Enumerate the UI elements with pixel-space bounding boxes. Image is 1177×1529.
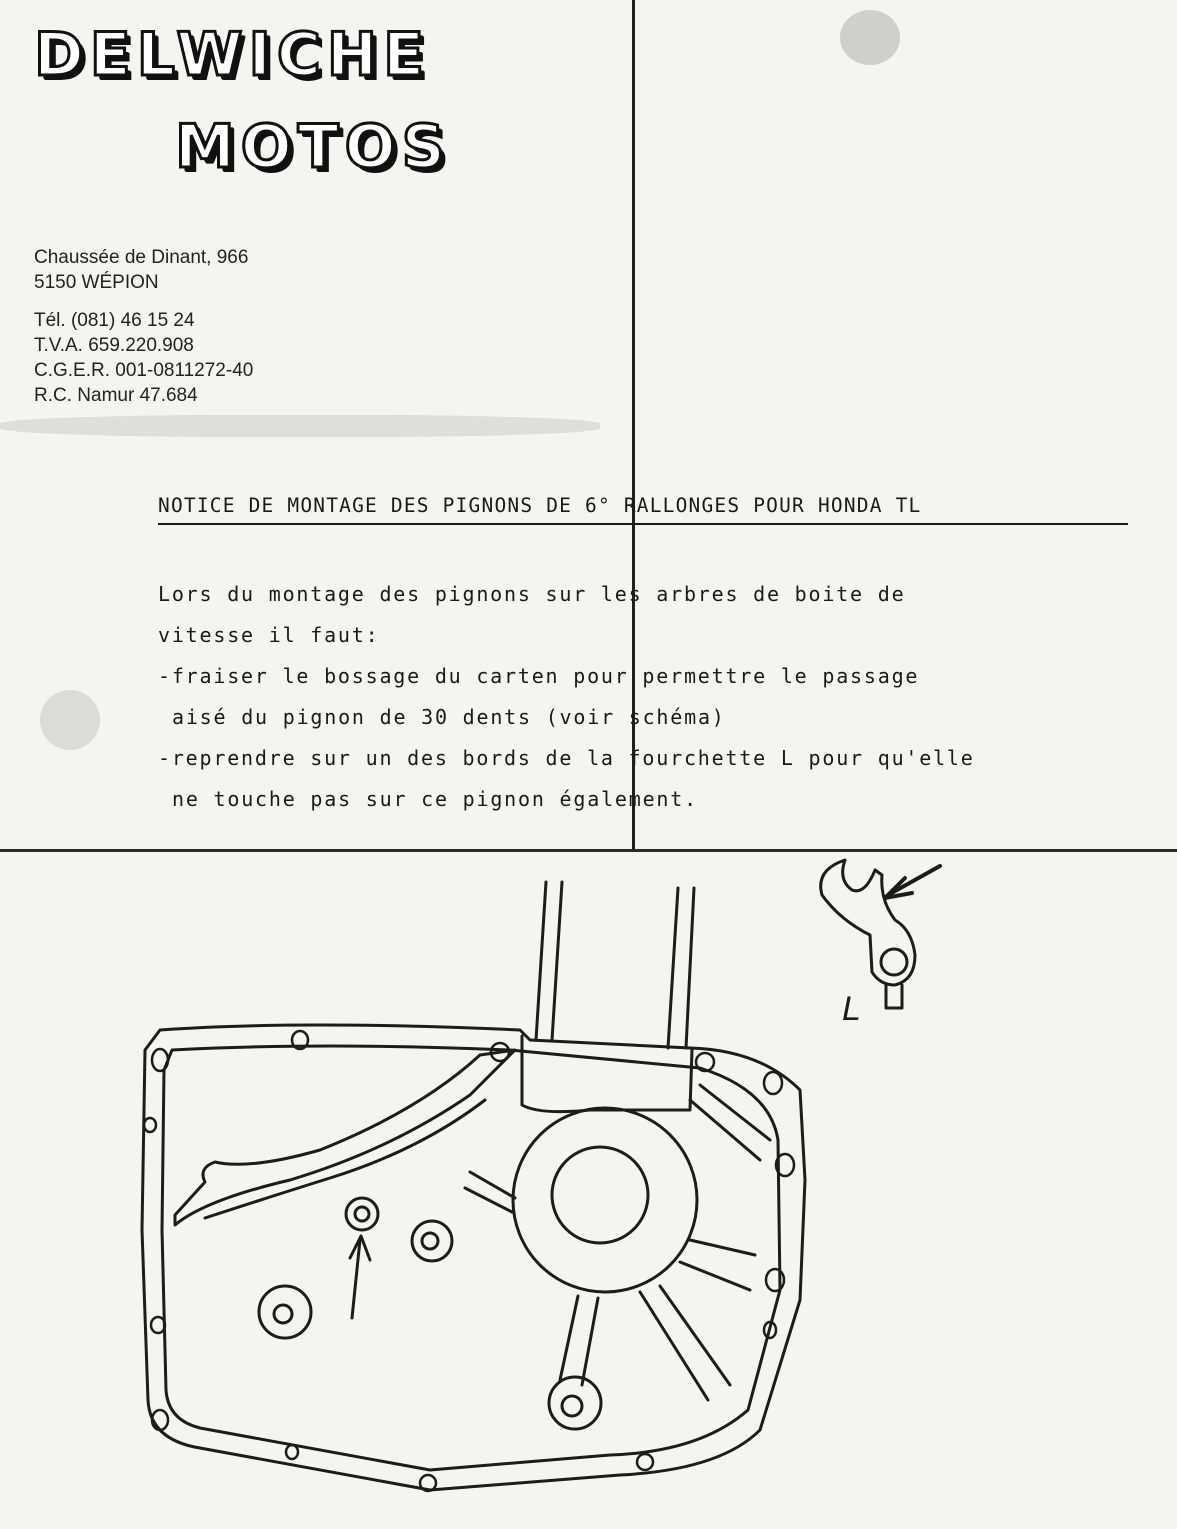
main-bearing-outer bbox=[513, 1108, 697, 1292]
bank-account: C.G.E.R. 001-0811272-40 bbox=[34, 360, 254, 381]
toner-smudge bbox=[0, 415, 600, 437]
fork-pointer-arrow-icon bbox=[885, 866, 940, 898]
notice-line: Lors du montage des pignons sur les arbres de boite de bbox=[158, 582, 906, 606]
notice-body bbox=[158, 574, 975, 820]
trade-registry: R.C. Namur 47.684 bbox=[34, 385, 198, 406]
company-logo-line-1: DELWICHE bbox=[34, 20, 431, 90]
casing-ribs bbox=[465, 1085, 770, 1400]
gearbox-casing-diagram bbox=[0, 855, 1177, 1529]
fork-label: L bbox=[842, 990, 861, 1028]
casing-channel bbox=[175, 1050, 515, 1225]
notice-line: vitesse il faut: bbox=[158, 623, 380, 647]
notice-line: -reprendre sur un des bords de la fourchette L pour qu'elle bbox=[158, 746, 975, 770]
machining-arrow-icon bbox=[350, 1236, 370, 1318]
toner-smudge bbox=[40, 690, 100, 750]
notice-title: NOTICE DE MONTAGE DES PIGNONS DE 6° RALLONGES POUR HONDA TL bbox=[158, 494, 1128, 525]
casing-bosses bbox=[259, 1198, 601, 1429]
notice-line: aisé du pignon de 30 dents (voir schéma) bbox=[172, 705, 726, 729]
city-address: 5150 WÉPION bbox=[34, 272, 159, 293]
casing-channel-inner bbox=[205, 1100, 485, 1218]
vat-number: T.V.A. 659.220.908 bbox=[34, 335, 194, 356]
notice-line: -fraiser le bossage du carten pour permettre le passage bbox=[158, 664, 920, 688]
address-block bbox=[34, 245, 248, 295]
notice-line: ne touche pas sur ce pignon également. bbox=[172, 787, 698, 811]
casing-outer-outline bbox=[142, 1025, 805, 1490]
company-logo-line-2: MOTOS bbox=[175, 112, 451, 182]
contact-block bbox=[34, 308, 253, 408]
main-bearing-inner bbox=[552, 1147, 648, 1243]
shift-shafts bbox=[536, 882, 694, 1048]
street-address: Chaussée de Dinant, 966 bbox=[34, 247, 249, 268]
phone-number: Tél. (081) 46 15 24 bbox=[34, 310, 195, 331]
bolt-holes bbox=[144, 1031, 794, 1491]
toner-smudge bbox=[840, 10, 900, 65]
fold-line-horizontal bbox=[0, 849, 1177, 852]
